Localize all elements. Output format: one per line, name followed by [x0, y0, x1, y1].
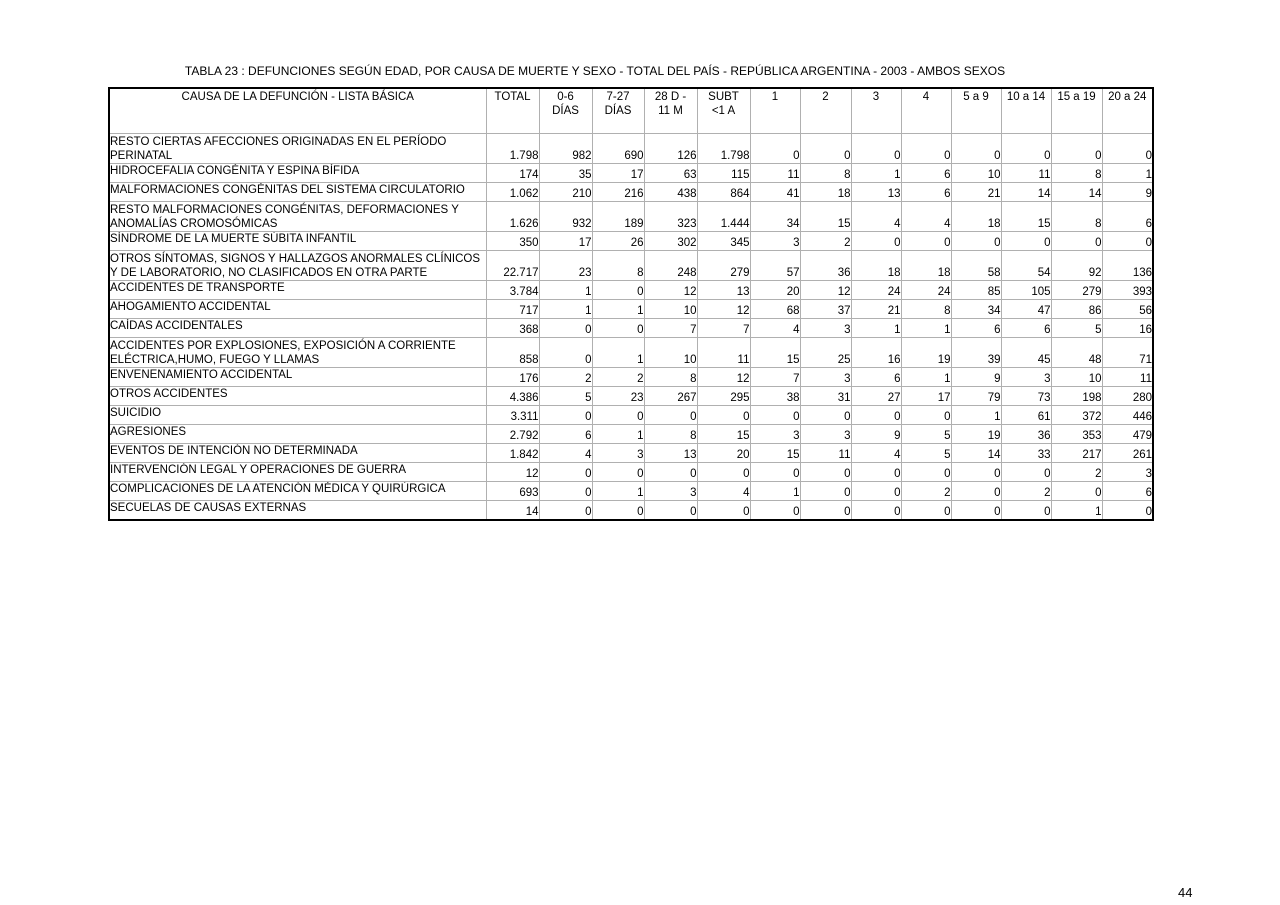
value-cell: 105 — [1001, 281, 1051, 300]
value-cell: 136 — [1102, 251, 1153, 281]
value-cell: 3 — [750, 425, 800, 444]
value-cell: 126 — [644, 134, 697, 164]
value-cell: 23 — [539, 251, 592, 281]
value-cell: 73 — [1001, 387, 1051, 406]
value-cell: 68 — [750, 300, 800, 319]
column-header-age-3: 3 — [851, 88, 901, 134]
value-cell: 57 — [750, 251, 800, 281]
value-cell: 0 — [800, 406, 851, 425]
value-cell: 3 — [592, 444, 644, 463]
value-cell: 0 — [1001, 463, 1051, 482]
value-cell: 38 — [750, 387, 800, 406]
value-cell: 0 — [539, 463, 592, 482]
cause-cell: RESTO CIERTAS AFECCIONES ORIGINADAS EN EL PERÍODO PERINATAL — [109, 134, 486, 164]
value-cell: 19 — [951, 425, 1001, 444]
value-cell: 18 — [851, 251, 901, 281]
value-cell: 0 — [697, 463, 750, 482]
value-cell: 3 — [800, 425, 851, 444]
value-cell: 20 — [750, 281, 800, 300]
value-cell: 33 — [1001, 444, 1051, 463]
value-cell: 1 — [539, 300, 592, 319]
value-cell: 1.798 — [486, 134, 539, 164]
value-cell: 47 — [1001, 300, 1051, 319]
value-cell: 372 — [1051, 406, 1102, 425]
value-cell: 0 — [901, 501, 951, 521]
value-cell: 3 — [750, 232, 800, 251]
column-header-age-2: 2 — [800, 88, 851, 134]
column-header-20-24: 20 a 24 — [1102, 88, 1153, 134]
value-cell: 3 — [1102, 463, 1153, 482]
value-cell: 27 — [851, 387, 901, 406]
table-row — [109, 202, 1153, 232]
value-cell: 0 — [851, 134, 901, 164]
table-row — [109, 183, 1153, 202]
cause-cell: MALFORMACIONES CONGÉNITAS DEL SISTEMA CIRCULATORIO — [109, 183, 486, 202]
value-cell: 0 — [1001, 501, 1051, 521]
column-header-cause: CAUSA DE LA DEFUNCIÓN - LISTA BÁSICA — [109, 88, 486, 134]
value-cell: 323 — [644, 202, 697, 232]
column-header-0-6-days: 0-6 DÍAS — [539, 88, 592, 134]
value-cell: 982 — [539, 134, 592, 164]
value-cell: 279 — [697, 251, 750, 281]
cause-cell: AHOGAMIENTO ACCIDENTAL — [109, 300, 486, 319]
value-cell: 0 — [644, 501, 697, 521]
value-cell: 0 — [750, 406, 800, 425]
table-row — [109, 134, 1153, 164]
value-cell: 12 — [644, 281, 697, 300]
value-cell: 1 — [1102, 164, 1153, 183]
value-cell: 295 — [697, 387, 750, 406]
value-cell: 8 — [1051, 202, 1102, 232]
value-cell: 6 — [851, 368, 901, 387]
value-cell: 176 — [486, 368, 539, 387]
column-header-15-19: 15 a 19 — [1051, 88, 1102, 134]
value-cell: 0 — [539, 319, 592, 338]
value-cell: 16 — [851, 338, 901, 368]
table-row — [109, 319, 1153, 338]
value-cell: 0 — [644, 406, 697, 425]
value-cell: 216 — [592, 183, 644, 202]
column-header-total: TOTAL — [486, 88, 539, 134]
value-cell: 37 — [800, 300, 851, 319]
value-cell: 21 — [851, 300, 901, 319]
value-cell: 0 — [901, 134, 951, 164]
value-cell: 15 — [750, 338, 800, 368]
value-cell: 2.792 — [486, 425, 539, 444]
value-cell: 11 — [800, 444, 851, 463]
value-cell: 45 — [1001, 338, 1051, 368]
value-cell: 14 — [486, 501, 539, 521]
value-cell: 2 — [800, 232, 851, 251]
value-cell: 2 — [592, 368, 644, 387]
value-cell: 0 — [592, 319, 644, 338]
value-cell: 198 — [1051, 387, 1102, 406]
value-cell: 36 — [800, 251, 851, 281]
cause-cell: INTERVENCIÓN LEGAL Y OPERACIONES DE GUERRA — [109, 463, 486, 482]
value-cell: 6 — [539, 425, 592, 444]
value-cell: 4 — [851, 202, 901, 232]
value-cell: 14 — [1001, 183, 1051, 202]
value-cell: 41 — [750, 183, 800, 202]
value-cell: 0 — [851, 463, 901, 482]
value-cell: 11 — [697, 338, 750, 368]
table-row — [109, 232, 1153, 251]
value-cell: 7 — [750, 368, 800, 387]
cause-cell: SÍNDROME DE LA MUERTE SÚBITA INFANTIL — [109, 232, 486, 251]
table-title: TABLA 23 : DEFUNCIONES SEGÚN EDAD, POR CAUSA DE MUERTE Y SEXO - TOTAL DEL PAÍS - REPÚBLICA ARGENTINA - 2003 - AMBOS SEXOS — [184, 64, 1006, 78]
value-cell: 8 — [901, 300, 951, 319]
cause-cell: ACCIDENTES DE TRANSPORTE — [109, 281, 486, 300]
value-cell: 353 — [1051, 425, 1102, 444]
value-cell: 4.386 — [486, 387, 539, 406]
table-body — [109, 134, 1153, 521]
value-cell: 3 — [644, 482, 697, 501]
value-cell: 279 — [1051, 281, 1102, 300]
value-cell: 92 — [1051, 251, 1102, 281]
value-cell: 1 — [592, 338, 644, 368]
value-cell: 0 — [592, 463, 644, 482]
value-cell: 115 — [697, 164, 750, 183]
value-cell: 3 — [1001, 368, 1051, 387]
value-cell: 1 — [750, 482, 800, 501]
column-header-5-9: 5 a 9 — [951, 88, 1001, 134]
table-row — [109, 482, 1153, 501]
value-cell: 0 — [592, 406, 644, 425]
value-cell: 4 — [750, 319, 800, 338]
column-header-10-14: 10 a 14 — [1001, 88, 1051, 134]
cause-cell: ACCIDENTES POR EXPLOSIONES, EXPOSICIÓN A CORRIENTE ELÉCTRICA,HUMO, FUEGO Y LLAMAS — [109, 338, 486, 368]
value-cell: 48 — [1051, 338, 1102, 368]
table-row — [109, 501, 1153, 521]
value-cell: 368 — [486, 319, 539, 338]
value-cell: 2 — [539, 368, 592, 387]
value-cell: 6 — [901, 183, 951, 202]
value-cell: 0 — [697, 501, 750, 521]
value-cell: 5 — [901, 444, 951, 463]
value-cell: 39 — [951, 338, 1001, 368]
cause-cell: HIDROCEFALIA CONGÉNITA Y ESPINA BÍFIDA — [109, 164, 486, 183]
value-cell: 393 — [1102, 281, 1153, 300]
value-cell: 1 — [851, 319, 901, 338]
value-cell: 4 — [901, 202, 951, 232]
value-cell: 1 — [1051, 501, 1102, 521]
table-row — [109, 387, 1153, 406]
value-cell: 0 — [1001, 232, 1051, 251]
table-row — [109, 251, 1153, 281]
value-cell: 17 — [539, 232, 592, 251]
value-cell: 26 — [592, 232, 644, 251]
value-cell: 0 — [697, 406, 750, 425]
value-cell: 261 — [1102, 444, 1153, 463]
value-cell: 0 — [951, 232, 1001, 251]
value-cell: 23 — [592, 387, 644, 406]
value-cell: 17 — [592, 164, 644, 183]
cause-cell: ENVENENAMIENTO ACCIDENTAL — [109, 368, 486, 387]
value-cell: 1 — [592, 300, 644, 319]
value-cell: 0 — [901, 232, 951, 251]
cause-cell: SECUELAS DE CAUSAS EXTERNAS — [109, 501, 486, 521]
value-cell: 86 — [1051, 300, 1102, 319]
value-cell: 267 — [644, 387, 697, 406]
table-row — [109, 425, 1153, 444]
value-cell: 0 — [851, 482, 901, 501]
value-cell: 35 — [539, 164, 592, 183]
value-cell: 217 — [1051, 444, 1102, 463]
value-cell: 0 — [951, 463, 1001, 482]
value-cell: 15 — [697, 425, 750, 444]
value-cell: 10 — [644, 338, 697, 368]
value-cell: 302 — [644, 232, 697, 251]
value-cell: 1.798 — [697, 134, 750, 164]
value-cell: 15 — [800, 202, 851, 232]
value-cell: 717 — [486, 300, 539, 319]
value-cell: 8 — [1051, 164, 1102, 183]
cause-cell: EVENTOS DE INTENCIÓN NO DETERMINADA — [109, 444, 486, 463]
value-cell: 11 — [750, 164, 800, 183]
value-cell: 8 — [592, 251, 644, 281]
value-cell: 0 — [1102, 232, 1153, 251]
value-cell: 6 — [1102, 482, 1153, 501]
value-cell: 5 — [539, 387, 592, 406]
value-cell: 2 — [1051, 463, 1102, 482]
value-cell: 1.626 — [486, 202, 539, 232]
value-cell: 0 — [1102, 134, 1153, 164]
value-cell: 20 — [697, 444, 750, 463]
value-cell: 9 — [1102, 183, 1153, 202]
value-cell: 0 — [750, 463, 800, 482]
value-cell: 0 — [901, 406, 951, 425]
value-cell: 8 — [644, 368, 697, 387]
table-row — [109, 281, 1153, 300]
value-cell: 280 — [1102, 387, 1153, 406]
value-cell: 7 — [697, 319, 750, 338]
value-cell: 1 — [592, 425, 644, 444]
value-cell: 19 — [901, 338, 951, 368]
value-cell: 0 — [951, 501, 1001, 521]
value-cell: 54 — [1001, 251, 1051, 281]
value-cell: 21 — [951, 183, 1001, 202]
table-row — [109, 368, 1153, 387]
cause-cell: SUICIDIO — [109, 406, 486, 425]
value-cell: 12 — [800, 281, 851, 300]
value-cell: 24 — [901, 281, 951, 300]
value-cell: 0 — [951, 134, 1001, 164]
value-cell: 248 — [644, 251, 697, 281]
value-cell: 438 — [644, 183, 697, 202]
value-cell: 1 — [901, 368, 951, 387]
value-cell: 446 — [1102, 406, 1153, 425]
value-cell: 13 — [644, 444, 697, 463]
value-cell: 58 — [951, 251, 1001, 281]
value-cell: 18 — [800, 183, 851, 202]
value-cell: 36 — [1001, 425, 1051, 444]
value-cell: 9 — [851, 425, 901, 444]
value-cell: 79 — [951, 387, 1001, 406]
value-cell: 25 — [800, 338, 851, 368]
value-cell: 0 — [539, 482, 592, 501]
value-cell: 5 — [901, 425, 951, 444]
value-cell: 2 — [901, 482, 951, 501]
value-cell: 0 — [644, 463, 697, 482]
value-cell: 0 — [800, 482, 851, 501]
value-cell: 8 — [644, 425, 697, 444]
column-header-7-27-days: 7-27 DÍAS — [592, 88, 644, 134]
value-cell: 2 — [1001, 482, 1051, 501]
value-cell: 3 — [800, 368, 851, 387]
value-cell: 11 — [1001, 164, 1051, 183]
value-cell: 1 — [951, 406, 1001, 425]
value-cell: 693 — [486, 482, 539, 501]
value-cell: 0 — [1102, 501, 1153, 521]
value-cell: 0 — [1051, 134, 1102, 164]
value-cell: 6 — [951, 319, 1001, 338]
value-cell: 0 — [539, 338, 592, 368]
value-cell: 0 — [800, 463, 851, 482]
value-cell: 0 — [750, 501, 800, 521]
value-cell: 13 — [697, 281, 750, 300]
value-cell: 31 — [800, 387, 851, 406]
value-cell: 34 — [951, 300, 1001, 319]
value-cell: 690 — [592, 134, 644, 164]
page-number: 44 — [1178, 885, 1193, 900]
value-cell: 22.717 — [486, 251, 539, 281]
deaths-table — [108, 87, 1154, 521]
value-cell: 12 — [486, 463, 539, 482]
table-row — [109, 406, 1153, 425]
value-cell: 0 — [851, 406, 901, 425]
table-row — [109, 338, 1153, 368]
value-cell: 14 — [1051, 183, 1102, 202]
cause-cell: CAÍDAS ACCIDENTALES — [109, 319, 486, 338]
value-cell: 0 — [851, 232, 901, 251]
value-cell: 0 — [1001, 134, 1051, 164]
value-cell: 8 — [800, 164, 851, 183]
value-cell: 210 — [539, 183, 592, 202]
value-cell: 858 — [486, 338, 539, 368]
value-cell: 12 — [697, 368, 750, 387]
value-cell: 174 — [486, 164, 539, 183]
value-cell: 10 — [1051, 368, 1102, 387]
value-cell: 6 — [1102, 202, 1153, 232]
value-cell: 189 — [592, 202, 644, 232]
value-cell: 1 — [901, 319, 951, 338]
value-cell: 0 — [539, 406, 592, 425]
value-cell: 17 — [901, 387, 951, 406]
column-header-28d-11m: 28 D - 11 M — [644, 88, 697, 134]
value-cell: 85 — [951, 281, 1001, 300]
value-cell: 34 — [750, 202, 800, 232]
value-cell: 0 — [800, 134, 851, 164]
value-cell: 1.062 — [486, 183, 539, 202]
value-cell: 6 — [1001, 319, 1051, 338]
value-cell: 864 — [697, 183, 750, 202]
column-header-subtotal-under-1: SUBT <1 A — [697, 88, 750, 134]
value-cell: 12 — [697, 300, 750, 319]
cause-cell: COMPLICACIONES DE LA ATENCIÓN MÉDICA Y QUIRÚRGICA — [109, 482, 486, 501]
header-row — [109, 88, 1153, 134]
value-cell: 1.842 — [486, 444, 539, 463]
value-cell: 16 — [1102, 319, 1153, 338]
value-cell: 13 — [851, 183, 901, 202]
value-cell: 1.444 — [697, 202, 750, 232]
value-cell: 932 — [539, 202, 592, 232]
value-cell: 0 — [1051, 232, 1102, 251]
value-cell: 479 — [1102, 425, 1153, 444]
cause-cell: OTROS ACCIDENTES — [109, 387, 486, 406]
cause-cell: AGRESIONES — [109, 425, 486, 444]
value-cell: 0 — [901, 463, 951, 482]
value-cell: 11 — [1102, 368, 1153, 387]
value-cell: 1 — [851, 164, 901, 183]
value-cell: 3.784 — [486, 281, 539, 300]
value-cell: 15 — [750, 444, 800, 463]
value-cell: 0 — [592, 281, 644, 300]
value-cell: 56 — [1102, 300, 1153, 319]
value-cell: 10 — [951, 164, 1001, 183]
value-cell: 0 — [1051, 482, 1102, 501]
value-cell: 4 — [851, 444, 901, 463]
value-cell: 18 — [951, 202, 1001, 232]
value-cell: 4 — [539, 444, 592, 463]
table-row — [109, 300, 1153, 319]
cause-cell: OTROS SÍNTOMAS, SIGNOS Y HALLAZGOS ANORMALES CLÍNICOS Y DE LABORATORIO, NO CLASIFICADOS EN OTRA PARTE — [109, 251, 486, 281]
value-cell: 0 — [800, 501, 851, 521]
value-cell: 7 — [644, 319, 697, 338]
value-cell: 0 — [750, 134, 800, 164]
value-cell: 61 — [1001, 406, 1051, 425]
value-cell: 18 — [901, 251, 951, 281]
value-cell: 0 — [951, 482, 1001, 501]
value-cell: 4 — [697, 482, 750, 501]
table-row — [109, 164, 1153, 183]
value-cell: 14 — [951, 444, 1001, 463]
table-row — [109, 444, 1153, 463]
value-cell: 3.311 — [486, 406, 539, 425]
value-cell: 10 — [644, 300, 697, 319]
value-cell: 24 — [851, 281, 901, 300]
value-cell: 0 — [539, 501, 592, 521]
value-cell: 345 — [697, 232, 750, 251]
cause-cell: RESTO MALFORMACIONES CONGÉNITAS, DEFORMACIONES Y ANOMALÍAS CROMOSÓMICAS — [109, 202, 486, 232]
value-cell: 5 — [1051, 319, 1102, 338]
value-cell: 0 — [592, 501, 644, 521]
value-cell: 3 — [800, 319, 851, 338]
column-header-age-1: 1 — [750, 88, 800, 134]
column-header-age-4: 4 — [901, 88, 951, 134]
value-cell: 350 — [486, 232, 539, 251]
value-cell: 15 — [1001, 202, 1051, 232]
value-cell: 1 — [592, 482, 644, 501]
value-cell: 0 — [851, 501, 901, 521]
value-cell: 71 — [1102, 338, 1153, 368]
value-cell: 1 — [539, 281, 592, 300]
value-cell: 9 — [951, 368, 1001, 387]
value-cell: 63 — [644, 164, 697, 183]
table-row — [109, 463, 1153, 482]
value-cell: 6 — [901, 164, 951, 183]
